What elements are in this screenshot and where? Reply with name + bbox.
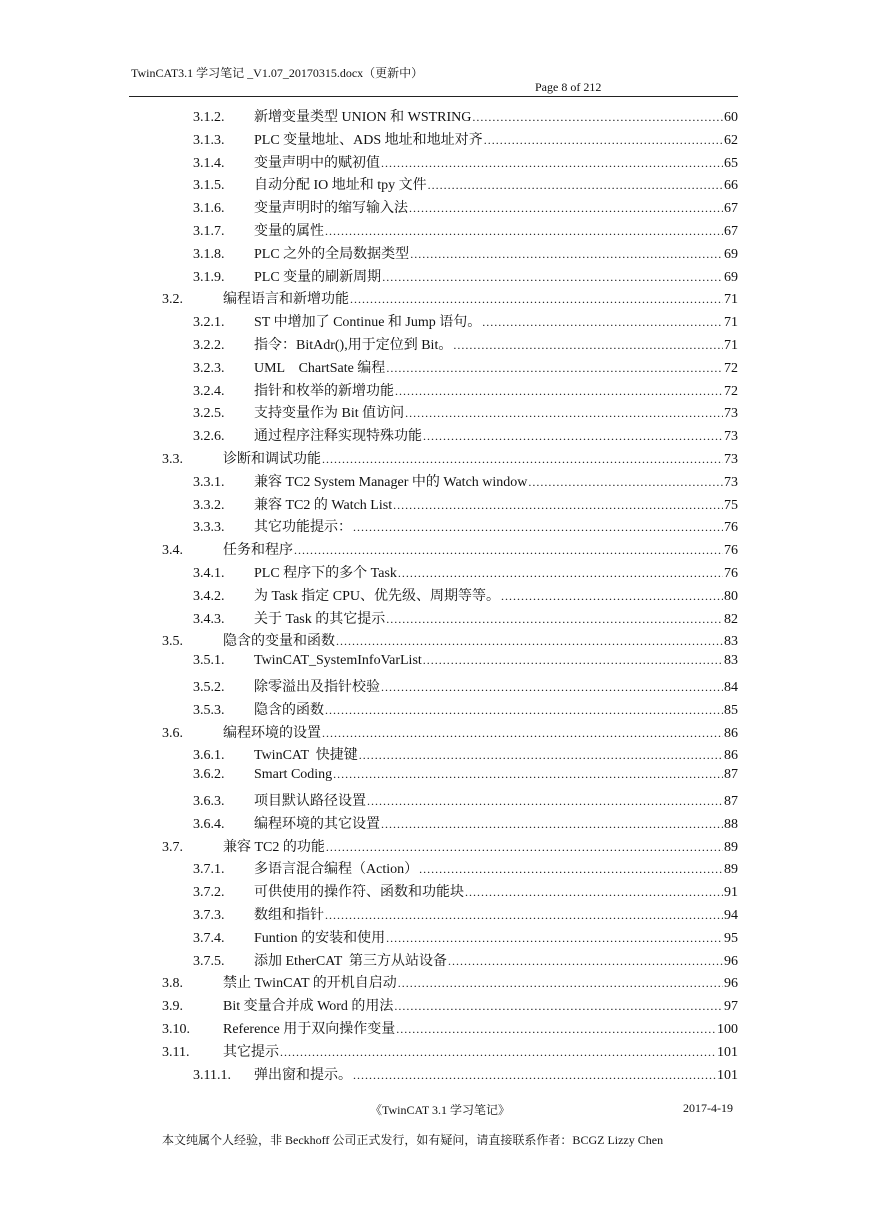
toc-page-number: 75 <box>724 497 738 513</box>
toc-title: 编程环境的其它设置 <box>254 816 380 832</box>
toc-number: 3.7.4. <box>193 930 225 946</box>
toc-title: UML ChartSate 编程 <box>254 360 386 376</box>
toc-entry[interactable] <box>162 722 738 744</box>
toc-title: 多语言混合编程（Action） <box>254 862 419 878</box>
toc-number: 3.2.1. <box>193 315 225 331</box>
toc-title: 新增变量类型 UNION 和 WSTRING <box>254 110 472 125</box>
toc-title: 其它提示 <box>223 1044 279 1060</box>
toc-number: 3.1.7. <box>193 224 225 239</box>
toc-entry[interactable] <box>193 904 738 926</box>
toc-page-number: 96 <box>724 953 738 969</box>
toc-page-number: 101 <box>717 1044 738 1060</box>
toc-leader <box>453 338 723 353</box>
toc-title: Bit 变量合并成 Word 的用法 <box>223 999 394 1015</box>
toc-leader <box>423 653 723 668</box>
toc-number: 3.7.5. <box>193 953 225 969</box>
toc-title: 指针和枚举的新增功能 <box>254 383 394 399</box>
toc-leader <box>381 680 723 695</box>
toc-page-number: 76 <box>724 520 738 536</box>
toc-title: 为 Task 指定 CPU、优先级、周期等等。 <box>254 588 500 604</box>
toc-number: 3.11. <box>162 1044 190 1060</box>
toc-leader <box>336 634 723 649</box>
toc-entry[interactable] <box>193 585 738 607</box>
toc-title: 编程环境的设置 <box>223 725 321 741</box>
toc-leader <box>325 908 723 923</box>
toc-entry[interactable] <box>162 288 738 310</box>
toc-title: 支持变量作为 Bit 值访问 <box>254 406 405 422</box>
toc-number: 3.6.3. <box>193 794 225 809</box>
toc-title: Smart Coding <box>254 767 333 783</box>
toc-page-number: 80 <box>724 588 738 604</box>
toc-page-number: 82 <box>724 611 738 627</box>
toc-number: 3.7.3. <box>193 908 225 923</box>
toc-page-number: 72 <box>724 360 738 376</box>
footer-note: 本文纯属个人经验，非 Beckhoff 公司正式发行，如有疑问，请直接联系作者：BCGZ Lizzy Chen <box>162 1133 664 1147</box>
toc-title: TwinCAT_SystemInfoVarList <box>254 653 422 669</box>
toc-number: 3.1.8. <box>193 246 225 262</box>
toc-number: 3.10. <box>162 1022 190 1037</box>
toc-number: 3.6.1. <box>193 748 225 764</box>
toc-entry[interactable] <box>162 630 738 652</box>
toc-leader <box>423 429 723 444</box>
toc-number: 3.1.9. <box>193 269 225 285</box>
toc-number: 3.1.4. <box>193 155 225 171</box>
toc-entry[interactable] <box>193 881 738 903</box>
toc-number: 3.5. <box>162 634 183 650</box>
toc-page-number: 69 <box>724 269 738 285</box>
toc-title: 兼容 TC2 System Manager 中的 Watch window <box>254 474 528 490</box>
toc-title: TwinCAT 快捷键 <box>254 748 358 764</box>
toc-page-number: 76 <box>724 566 738 581</box>
toc-leader <box>353 520 723 535</box>
toc-number: 3.1.5. <box>193 178 225 194</box>
toc-number: 3.7.2. <box>193 885 225 901</box>
toc-leader <box>325 703 723 718</box>
toc-leader <box>428 178 723 193</box>
toc-title: 项目默认路径设置 <box>254 794 366 809</box>
toc-number: 3.7. <box>162 839 183 855</box>
toc-number: 3.2.3. <box>193 360 225 376</box>
toc-entry[interactable] <box>162 836 738 858</box>
toc-leader <box>353 1068 716 1083</box>
toc-entry[interactable] <box>193 813 738 835</box>
toc-leader <box>410 247 723 262</box>
toc-leader <box>333 767 723 782</box>
toc-title: 隐含的函数 <box>254 702 324 718</box>
toc-page-number: 97 <box>724 999 738 1015</box>
toc-title: 变量的属性 <box>254 224 324 239</box>
toc-entry[interactable] <box>193 220 738 242</box>
toc-entry[interactable] <box>162 1041 738 1063</box>
toc-leader <box>294 543 723 558</box>
toc-entry[interactable] <box>193 357 738 379</box>
toc-page-number: 72 <box>724 383 738 399</box>
toc-leader <box>381 156 723 171</box>
toc-page-number: 84 <box>724 680 738 695</box>
toc-leader <box>386 612 723 627</box>
toc-page-number: 100 <box>717 1022 738 1037</box>
toc-entry[interactable] <box>193 266 738 288</box>
toc-title: 任务和程序 <box>223 543 293 559</box>
toc-entry[interactable] <box>193 790 738 812</box>
toc-page-number: 62 <box>724 132 738 148</box>
toc-entry[interactable] <box>162 1018 738 1040</box>
toc-title: 添加 EtherCAT 第三方从站设备 <box>254 953 448 969</box>
footer-date: 2017-4-19 <box>683 1101 733 1115</box>
toc-page-number: 95 <box>724 930 738 946</box>
toc-title: 变量声明中的赋初值 <box>254 155 380 171</box>
toc-title: 兼容 TC2 的 Watch List <box>254 497 393 513</box>
toc-number: 3.3. <box>162 452 183 467</box>
toc-title: PLC 变量的刷新周期 <box>254 269 382 285</box>
toc-page-number: 60 <box>724 110 738 125</box>
toc-page-number: 101 <box>717 1067 738 1083</box>
toc-entry[interactable] <box>193 1064 738 1086</box>
toc-page-number: 91 <box>724 885 738 901</box>
toc-page-number: 67 <box>724 201 738 217</box>
toc-number: 3.6. <box>162 725 183 741</box>
toc-entry[interactable] <box>193 380 738 402</box>
toc-page-number: 71 <box>724 338 738 353</box>
toc-entry[interactable] <box>193 927 738 949</box>
toc-title: PLC 变量地址、ADS 地址和地址对齐 <box>254 132 483 148</box>
toc-number: 3.3.2. <box>193 497 225 513</box>
toc-number: 3.2.6. <box>193 429 225 445</box>
toc-page-number: 76 <box>724 543 738 559</box>
toc-entry[interactable] <box>193 653 738 675</box>
toc-entry[interactable] <box>193 129 738 151</box>
toc-page-number: 96 <box>724 976 738 992</box>
toc-title: 除零溢出及指针校验 <box>254 680 380 695</box>
toc-leader <box>398 566 723 581</box>
toc-number: 3.3.3. <box>193 520 225 536</box>
toc-page-number: 87 <box>724 767 738 783</box>
toc-number: 3.2.5. <box>193 406 225 422</box>
toc-title: 自动分配 IO 地址和 tpy 文件 <box>254 178 427 194</box>
toc-number: 3.7.1. <box>193 862 225 878</box>
toc-number: 3.1.6. <box>193 201 225 217</box>
toc-leader <box>396 1022 716 1037</box>
toc-leader <box>322 726 723 741</box>
toc-entry[interactable] <box>193 494 738 516</box>
toc-leader <box>484 133 723 148</box>
toc-page-number: 65 <box>724 155 738 171</box>
toc-number: 3.1.2. <box>193 110 225 125</box>
toc-entry[interactable] <box>193 106 738 128</box>
toc-number: 3.2. <box>162 292 183 308</box>
toc-leader <box>448 954 723 969</box>
toc-leader <box>359 748 723 763</box>
toc-page-number: 86 <box>724 725 738 741</box>
toc-leader <box>325 224 723 239</box>
toc-number: 3.2.2. <box>193 338 225 353</box>
toc-entry[interactable] <box>193 197 738 219</box>
toc-leader <box>419 862 723 877</box>
toc-number: 3.4.2. <box>193 588 225 604</box>
toc-entry[interactable] <box>193 243 738 265</box>
toc-number: 3.8. <box>162 976 183 992</box>
toc-leader <box>398 976 723 991</box>
toc-title: Reference 用于双向操作变量 <box>223 1022 396 1037</box>
toc-page-number: 73 <box>724 429 738 445</box>
toc-page-number: 87 <box>724 794 738 809</box>
toc-page-number: 71 <box>724 292 738 308</box>
toc-number: 3.5.3. <box>193 702 225 718</box>
toc-leader <box>501 589 723 604</box>
toc-page-number: 73 <box>724 474 738 490</box>
toc-entry[interactable] <box>162 995 738 1017</box>
toc-leader <box>395 384 723 399</box>
toc-entry[interactable] <box>193 608 738 630</box>
toc-page-number: 85 <box>724 702 738 718</box>
toc-entry[interactable] <box>193 334 738 356</box>
toc-title: 其它功能提示： <box>254 520 352 536</box>
toc-title: 数组和指针 <box>254 908 324 923</box>
toc-page-number: 88 <box>724 816 738 832</box>
toc-number: 3.2.4. <box>193 383 225 399</box>
toc-leader <box>367 794 723 809</box>
toc-title: PLC 程序下的多个 Task <box>254 566 397 581</box>
toc-page-number: 86 <box>724 748 738 764</box>
toc-leader <box>393 498 723 513</box>
toc-number: 3.9. <box>162 999 183 1015</box>
toc-entry[interactable] <box>193 425 738 447</box>
toc-leader <box>386 361 723 376</box>
toc-entry[interactable] <box>193 516 738 538</box>
toc-title: 通过程序注释实现特殊功能 <box>254 429 422 445</box>
toc-entry[interactable] <box>193 402 738 424</box>
toc-entry[interactable] <box>193 676 738 698</box>
toc-number: 3.4. <box>162 543 183 559</box>
toc-page-number: 69 <box>724 246 738 262</box>
toc-number: 3.5.2. <box>193 680 225 695</box>
toc-entry[interactable] <box>193 174 738 196</box>
toc-number: 3.4.1. <box>193 566 225 581</box>
toc-entry[interactable] <box>193 858 738 880</box>
toc-title: 兼容 TC2 的功能 <box>223 839 325 855</box>
toc-title: 可供使用的操作符、函数和功能块 <box>254 885 464 901</box>
toc-entry[interactable] <box>193 562 738 584</box>
toc-page-number: 83 <box>724 653 738 669</box>
toc-entry[interactable] <box>193 744 738 766</box>
toc-title: 变量声明时的缩写输入法 <box>254 201 408 217</box>
toc-number: 3.3.1. <box>193 474 225 490</box>
toc-page-number: 67 <box>724 224 738 239</box>
toc-page-number: 94 <box>724 908 738 923</box>
toc-number: 3.1.3. <box>193 132 225 148</box>
page-number: Page 8 of 212 <box>535 80 602 94</box>
toc-number: 3.6.2. <box>193 767 225 783</box>
toc-title: 指令：BitAdr(),用于定位到 Bit。 <box>254 338 453 353</box>
toc-number: 3.6.4. <box>193 816 225 832</box>
toc-title: Funtion 的安装和使用 <box>254 930 386 946</box>
toc-leader <box>322 452 723 467</box>
toc-title: 禁止 TwinCAT 的开机自启动 <box>223 976 397 992</box>
toc-leader <box>482 315 723 330</box>
toc-title: PLC 之外的全局数据类型 <box>254 246 410 262</box>
toc-number: 3.11.1. <box>193 1067 231 1083</box>
toc-leader <box>382 270 723 285</box>
toc-page-number: 89 <box>724 839 738 855</box>
toc-leader <box>381 817 723 832</box>
toc-page-number: 66 <box>724 178 738 194</box>
toc-entry[interactable] <box>193 767 738 789</box>
toc-page-number: 89 <box>724 862 738 878</box>
toc-title: ST 中增加了 Continue 和 Jump 语句。 <box>254 315 482 331</box>
toc-entry[interactable] <box>193 152 738 174</box>
toc-entry[interactable] <box>193 950 738 972</box>
footer-title: 《TwinCAT 3.1 学习笔记》 <box>370 1103 510 1117</box>
toc-leader <box>386 931 723 946</box>
toc-entry[interactable] <box>193 699 738 721</box>
toc-entry[interactable] <box>193 311 738 333</box>
toc-title: 隐含的变量和函数 <box>223 634 335 650</box>
toc-title: 编程语言和新增功能 <box>223 292 349 308</box>
toc-entry[interactable] <box>162 539 738 561</box>
toc-entry[interactable] <box>193 471 738 493</box>
toc-leader <box>472 110 723 125</box>
toc-page-number: 83 <box>724 634 738 650</box>
toc-title: 弹出窗和提示。 <box>254 1067 352 1083</box>
toc-leader <box>465 885 723 900</box>
toc-title: 诊断和调试功能 <box>223 452 321 467</box>
toc-entry[interactable] <box>162 448 738 470</box>
toc-page-number: 73 <box>724 406 738 422</box>
toc-leader <box>409 201 723 216</box>
toc-page-number: 73 <box>724 452 738 467</box>
header-title: TwinCAT3.1 学习笔记 _V1.07_20170315.docx（更新中） <box>131 66 424 80</box>
toc-leader <box>350 292 723 307</box>
toc-number: 3.5.1. <box>193 653 225 669</box>
toc-leader <box>528 475 723 490</box>
header-divider <box>129 96 738 97</box>
toc-leader <box>394 999 723 1014</box>
toc-leader <box>326 840 723 855</box>
toc-leader <box>405 406 723 421</box>
toc-entry[interactable] <box>162 972 738 994</box>
toc-title: 关于 Task 的其它提示 <box>254 611 386 627</box>
toc-leader <box>280 1045 716 1060</box>
toc-page-number: 71 <box>724 315 738 331</box>
toc-number: 3.4.3. <box>193 611 225 627</box>
